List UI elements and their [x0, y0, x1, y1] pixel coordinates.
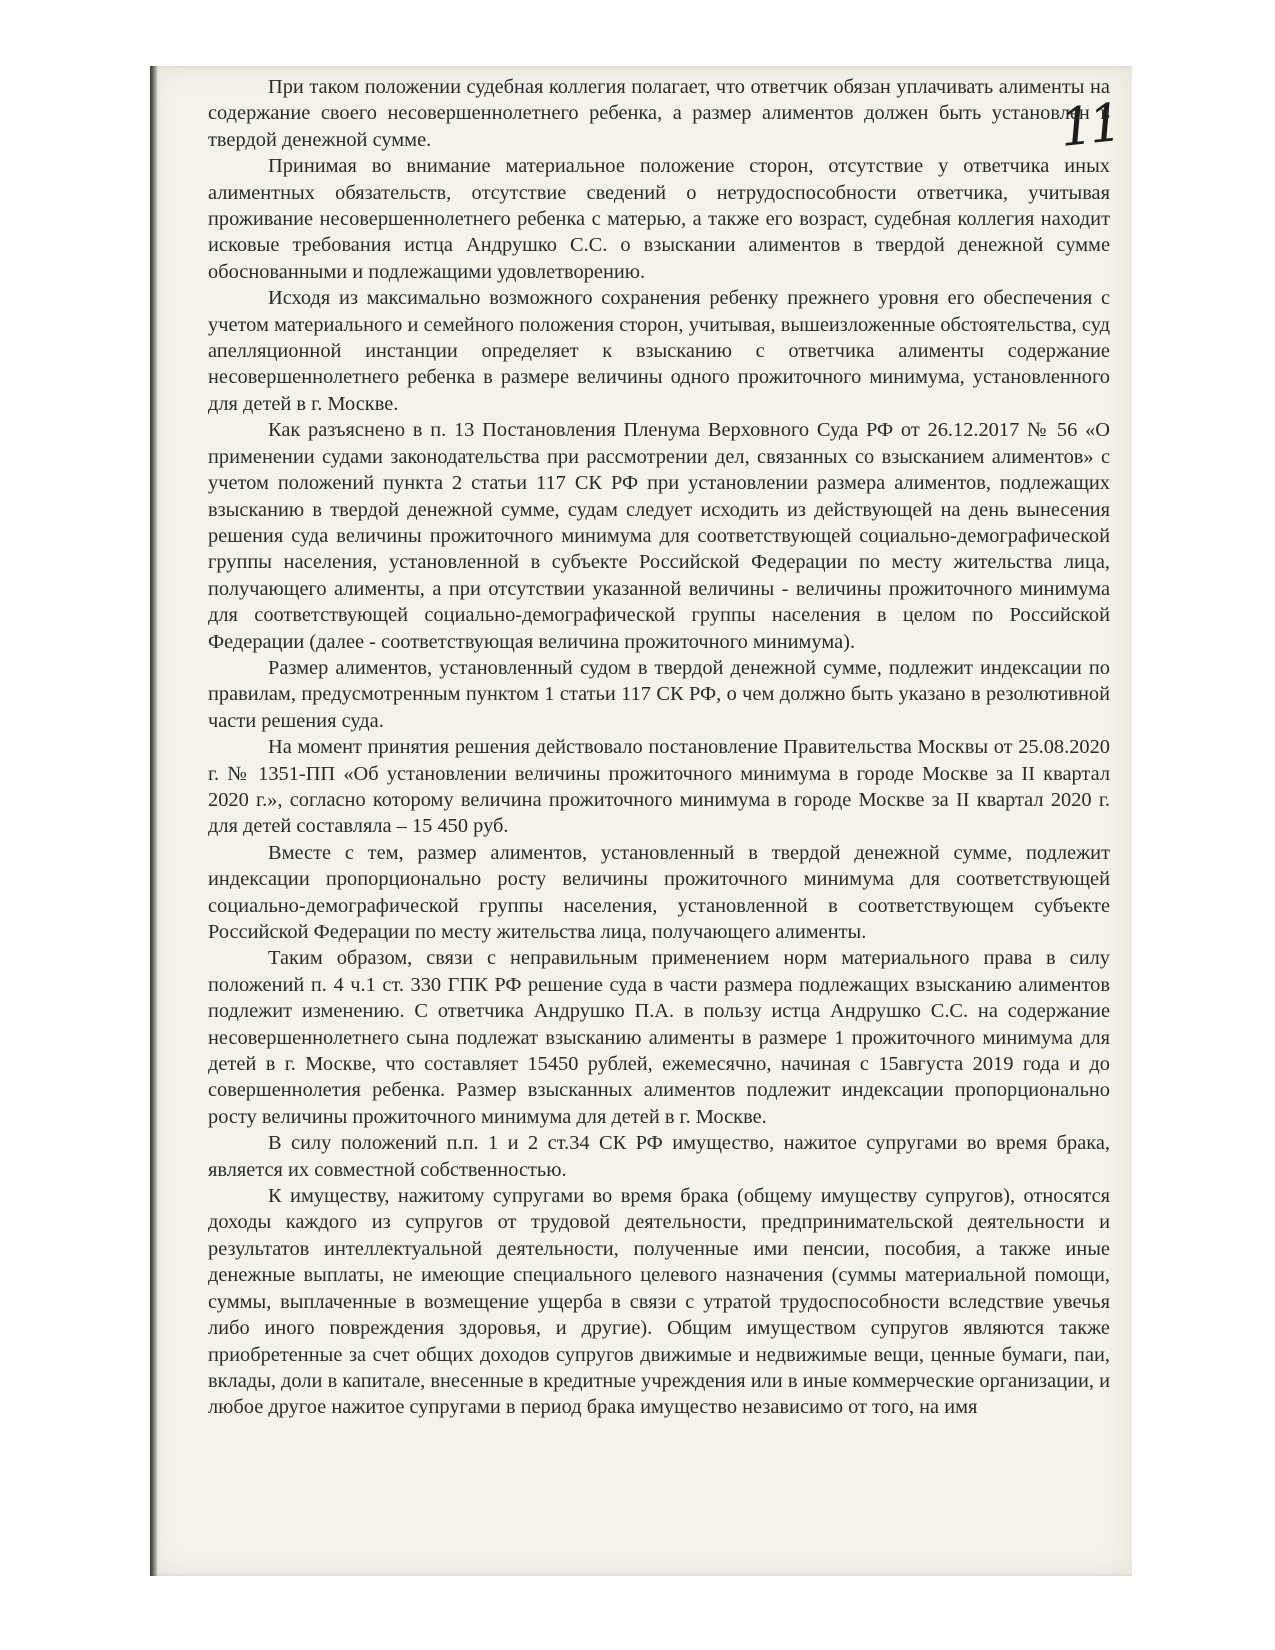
paragraph-1: При таком положении судебная коллегия полагает, что ответчик обязан уплачивать алименты на содержание своего несовершеннолетнего ребенка, а размер алиментов должен быть установлен в твердой денежной сумме.: [208, 76, 1110, 151]
paragraph-10: К имуществу, нажитому супругами во время брака (общему имуществу супругов), относятся доходы каждого из супругов от трудовой деятельности, предпринимательской деятельности и результатов интеллектуальной деятельности, полученные ими пенсии, пособия, а также иные денежные выплаты, не имеющие специального целевого назначения (суммы материальной помощи, суммы, выплаченные в возмещение ущерба в связи с утратой трудоспособности вследствие увечья либо иного повреждения здоровья, и другие). Общим имуществом супругов являются также приобретенные за счет общих доходов супругов движимые и недвижимые вещи, ценные бумаги, паи, вклады, доли в капитале, внесенные в кредитные учреждения или в иные коммерческие организации, и любое другое нажитое супругами в период брака имущество независимо от того, на имя: [208, 1185, 1110, 1419]
document-body: [208, 74, 1110, 1421]
paragraph-4: Как разъяснено в п. 13 Постановления Пленума Верховного Суда РФ от 26.12.2017 № 56 «О применении судами законодательства при рассмотрении дел, связанных со взысканием алиментов» с учетом положений пункта 2 статьи 117 СК РФ при установлении размера алиментов, подлежащих взысканию в твердой денежной сумме, судам следует исходить из действующей на день вынесения решения суда величины прожиточного минимума для соответствующей социально-демографической группы населения, установленной в субъекте Российской Федерации по месту жительства лица, получающего алименты, а при отсутствии указанной величины - величины прожиточного минимума для соответствующей социально-демографической группы населения в целом по Российской Федерации (далее - соответствующая величина прожиточного минимума).: [208, 419, 1110, 653]
page-shadow-edge: [150, 66, 158, 1576]
handwritten-page-number: 11: [1056, 93, 1121, 159]
paragraph-5: Размер алиментов, установленный судом в твердой денежной сумме, подлежит индексации по правилам, предусмотренным пунктом 1 статьи 117 СК РФ, о чем должно быть указано в резолютивной части решения суда.: [208, 656, 1110, 732]
scanned-page: [150, 66, 1132, 1576]
paragraph-2: Принимая во внимание материальное положение сторон, отсутствие у ответчика иных алиментных обязательств, отсутствие сведений о нетрудоспособности ответчика, учитывая проживание несовершеннолетнего ребенка с матерью, а также его возраст, судебная коллегия находит исковые требования истца Андрушко С.С. о взыскании алиментов в твердой денежной сумме обоснованными и подлежащими удовлетворению.: [208, 155, 1110, 283]
paragraph-9: В силу положений п.п. 1 и 2 ст.34 СК РФ имущество, нажитое супругами во время брака, является их совместной собственностью.: [208, 1132, 1110, 1181]
paragraph-3: Исходя из максимально возможного сохранения ребенку прежнего уровня его обеспечения с учетом материального и семейного положения сторон, учитывая, вышеизложенные обстоятельства, суд апелляционной инстанции определяет к взысканию с ответчика алименты содержание несовершеннолетнего ребенка в размере величины одного прожиточного минимума, установленного для детей в г. Москве.: [208, 287, 1110, 415]
paragraph-8: Таким образом, связи с неправильным применением норм материального права в силу положений п. 4 ч.1 ст. 330 ГПК РФ решение суда в части размера подлежащих взысканию алиментов подлежит изменению. С ответчика Андрушко П.А. в пользу истца Андрушко С.С. на содержание несовершеннолетнего сына подлежат взысканию алименты в размере 1 прожиточного минимума для детей в г. Москве, что составляет 15450 рублей, ежемесячно, начиная с 15августа 2019 года и до совершеннолетия ребенка. Размер взысканных алиментов подлежит индексации пропорционально росту величины прожиточного минимума для детей в г. Москве.: [208, 947, 1110, 1128]
paragraph-7: Вместе с тем, размер алиментов, установленный в твердой денежной сумме, подлежит индексации пропорционально росту величины прожиточного минимума для соответствующей социально-демографической группы населения, установленной в соответствующем субъекте Российской Федерации по месту жительства лица, получающего алименты.: [208, 841, 1110, 943]
paragraph-6: На момент принятия решения действовало постановление Правительства Москвы от 25.08.2020 г. № 1351-ПП «Об установлении величины прожиточного минимума в городе Москве за II квартал 2020 г.», согласно которому величина прожиточного минимума в городе Москве за II квартал 2020 г. для детей составляла – 15 450 руб.: [208, 736, 1110, 838]
